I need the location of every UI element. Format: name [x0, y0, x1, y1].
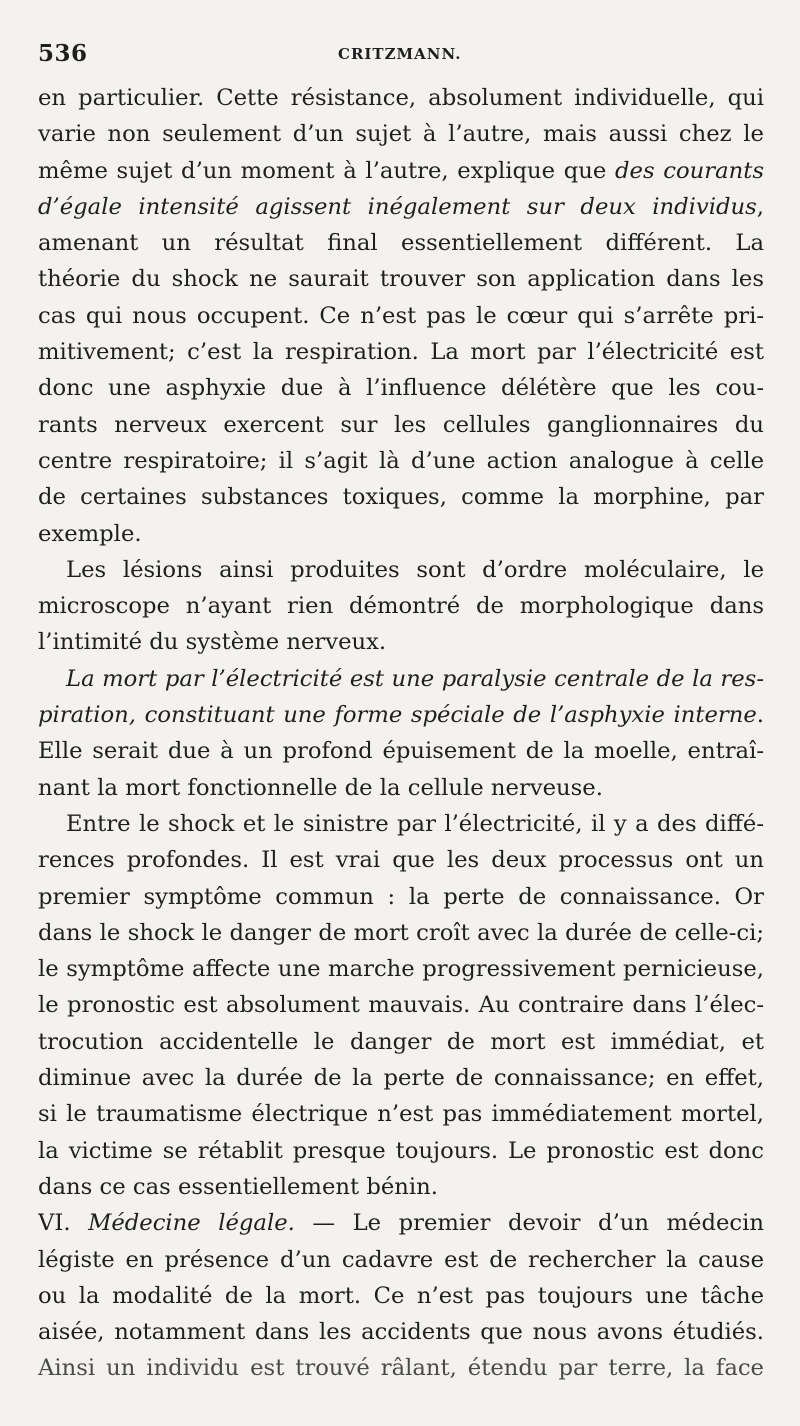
text-line [38, 733, 764, 769]
text-segment: centre respiratoire; il s’agit là d’une action analogue à celle [38, 447, 764, 474]
text-segment: varie non seulement d’un sujet à l’autre, mais aussi chez le [38, 121, 764, 148]
text-segment: le pronostic est absolument mauvais. Au contraire dans l’élec- [38, 992, 764, 1019]
text-segment: rants nerveux exercent sur les cellules ganglionnaires du [38, 411, 764, 438]
text-line [38, 1205, 764, 1241]
text-line [38, 225, 764, 261]
text-line [38, 1024, 764, 1060]
text-segment: mitivement; c’est la respiration. La mort par l’électricité est [38, 339, 764, 366]
text-line [38, 443, 764, 479]
text-line [38, 1096, 764, 1132]
text-segment: premier symptôme commun : la perte de connaissance. Or [38, 883, 764, 910]
running-head: CRITZMANN. [338, 45, 462, 63]
text-line [38, 1060, 764, 1096]
text-segment: dans le shock le danger de mort croît avec la durée de celle-ci; [38, 919, 764, 946]
page-header [38, 40, 762, 70]
text-segment: exemple. [38, 520, 142, 547]
text-segment: l’intimité du système nerveux. [38, 629, 387, 656]
text-segment: le symptôme affecte une marche progressivement pernicieuse, [38, 956, 764, 983]
text-line [38, 661, 764, 697]
text-segment: si le traumatisme électrique n’est pas immédiatement mortel, [38, 1101, 764, 1128]
text-segment: nant la mort fonctionnelle de la cellule nerveuse. [38, 774, 603, 801]
text-line [38, 370, 764, 406]
text-line [38, 516, 764, 552]
text-segment: Les lésions ainsi produites sont d’ordre moléculaire, le [66, 556, 764, 583]
text-segment: cas qui nous occupent. Ce n’est pas le cœur qui s’arrête pri- [38, 302, 764, 329]
text-line [38, 80, 764, 116]
text-segment: ou la modalité de la mort. Ce n’est pas toujours une tâche [38, 1282, 764, 1309]
text-segment: théorie du shock ne saurait trouver son application dans les [38, 266, 764, 293]
text-segment: — Le premier devoir d’un médecin [294, 1210, 764, 1237]
text-line [38, 298, 764, 334]
text-line [38, 116, 764, 152]
text-line [38, 1133, 764, 1169]
text-segment: donc une asphyxie due à l’influence délétère que les cou- [38, 375, 764, 402]
text-line [38, 552, 764, 588]
text-segment: aisée, notamment dans les accidents que nous avons étudiés. [38, 1319, 764, 1346]
text-segment: même sujet d’un moment à l’autre, explique que [38, 157, 615, 184]
text-line [38, 806, 764, 842]
text-line [38, 770, 764, 806]
text-segment: , [756, 193, 764, 220]
italic-text: d’égale intensité agissent inégalement sur deux individus [38, 193, 757, 220]
text-segment: VI. [38, 1210, 89, 1237]
text-line [38, 407, 764, 443]
text-segment: trocution accidentelle le danger de mort est immédiat, et [38, 1028, 764, 1055]
text-line [38, 479, 764, 515]
text-line [38, 987, 764, 1023]
text-segment: dans ce cas essentiellement bénin. [38, 1173, 438, 1200]
text-segment: microscope n’ayant rien démontré de morphologique dans [38, 593, 764, 620]
text-segment: amenant un résultat final essentiellement différent. La [38, 230, 764, 257]
page-number: 536 [38, 40, 88, 67]
text-line [38, 1278, 764, 1314]
text-segment: . [756, 702, 764, 729]
text-line [38, 1314, 764, 1350]
text-segment: la victime se rétablit presque toujours. Le pronostic est donc [38, 1137, 764, 1164]
text-line [38, 842, 764, 878]
text-segment: légiste en présence d’un cadavre est de rechercher la cause [38, 1246, 764, 1273]
text-segment: en particulier. Cette résistance, absolument individuelle, qui [38, 85, 764, 111]
italic-text: piration, constituant une forme spéciale de l’asphyxie interne [38, 702, 757, 729]
text-segment: Elle serait due à un profond épuisement de la moelle, entraî- [38, 738, 764, 765]
italic-text: des courants [615, 157, 764, 184]
text-line [38, 624, 764, 660]
italic-text: Médecine légale. [88, 1210, 295, 1237]
body-text [38, 80, 764, 1387]
text-line [38, 588, 764, 624]
text-line [38, 915, 764, 951]
text-segment: rences profondes. Il est vrai que les deux processus ont un [38, 847, 764, 874]
text-line [38, 697, 764, 733]
text-line [38, 951, 764, 987]
text-line [38, 1169, 764, 1205]
italic-text: La mort par l’électricité est une paralysie centrale de la res- [66, 665, 764, 692]
text-line [38, 879, 764, 915]
text-line [38, 153, 764, 189]
text-segment: de certaines substances toxiques, comme la morphine, par [38, 484, 764, 511]
text-line [38, 261, 764, 297]
text-line [38, 1350, 764, 1386]
text-segment: Ainsi un individu est trouvé râlant, étendu par terre, la face [38, 1355, 764, 1382]
text-line [38, 1242, 764, 1278]
text-segment: Entre le shock et le sinistre par l’électricité, il y a des diffé- [66, 810, 764, 837]
text-line [38, 334, 764, 370]
text-segment: diminue avec la durée de la perte de connaissance; en effet, [38, 1065, 764, 1092]
text-line [38, 189, 764, 225]
